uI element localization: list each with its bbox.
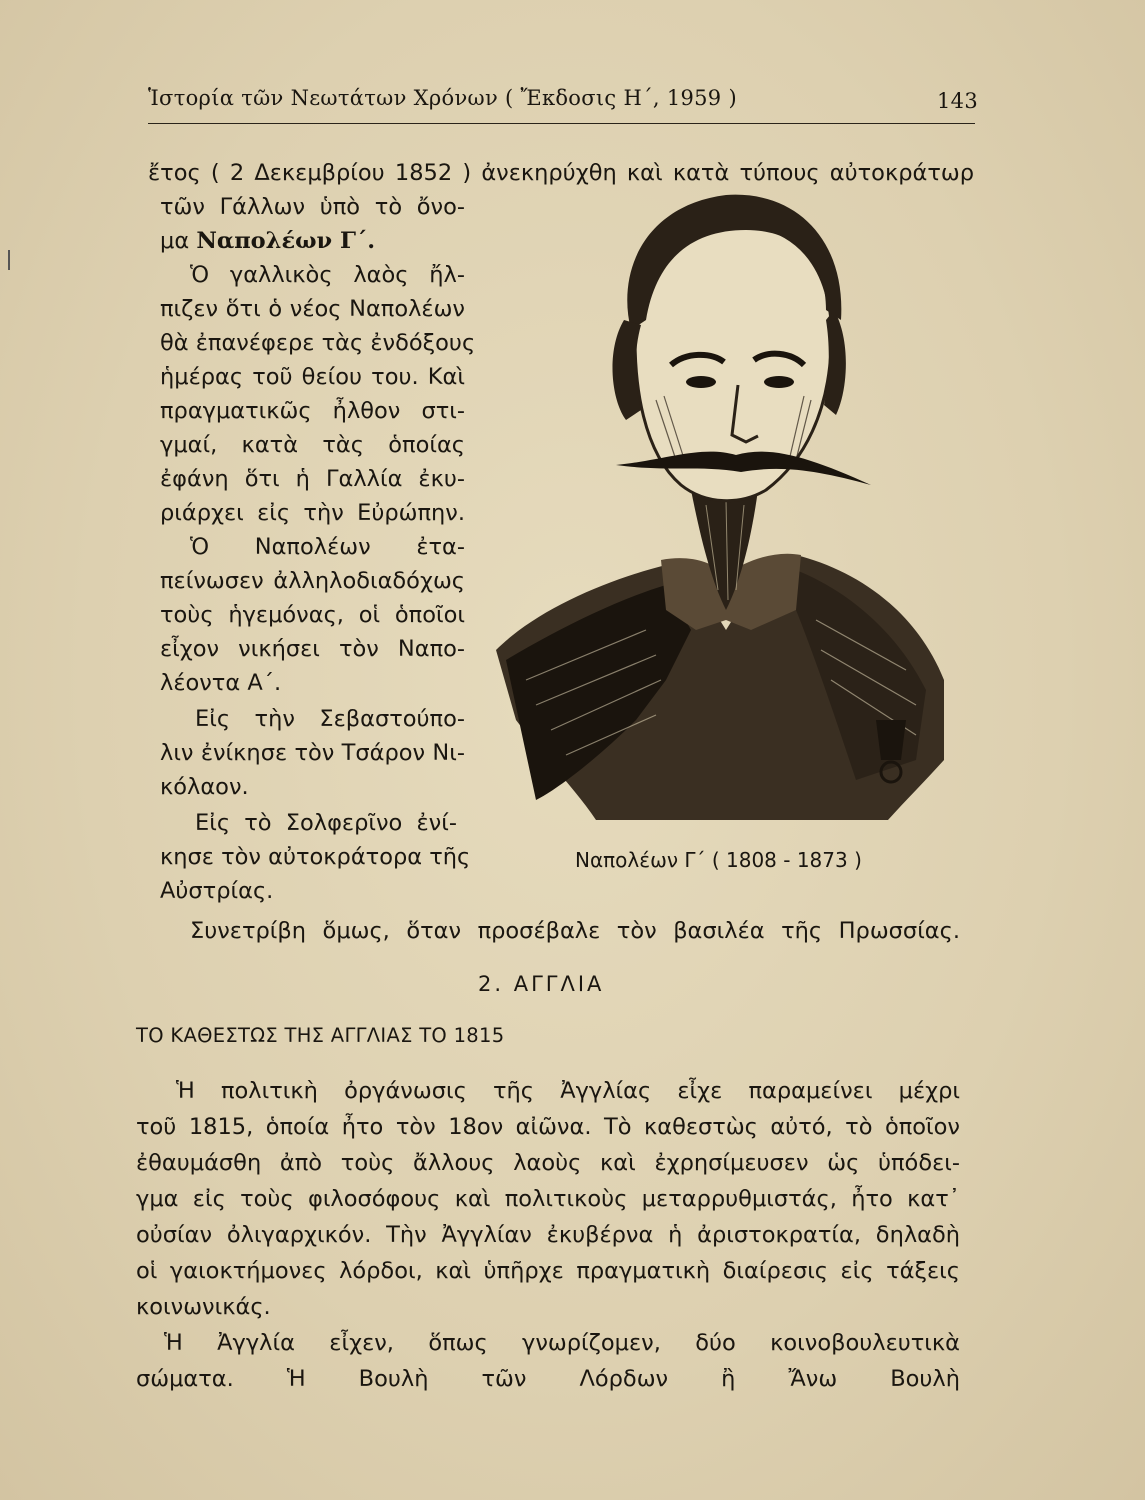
body-line — [160, 224, 375, 258]
paragraph-line: γμα εἰς τοὺς φιλοσόφους καὶ πολιτικοὺς μεταρρυθμιστάς, ἦτο κατ᾽ — [136, 1186, 960, 1212]
column-line: κόλαον. — [160, 774, 249, 800]
running-head — [148, 86, 978, 120]
column-line: Ὁ γαλλικὸς λαὸς ἤλ- — [190, 262, 465, 288]
column-line: Εἰς τὴν Σεβαστούπο- — [195, 706, 465, 732]
napoleon-iii-portrait — [496, 160, 946, 820]
body-line: τῶν Γάλλων ὑπὸ τὸ ὄνο- — [160, 194, 465, 220]
book-title: Ἱστορία τῶν Νεωτάτων Χρόνων ( Ἔκδοσις Η΄, 1959 ) — [148, 86, 737, 110]
body-line: ἔτος ( 2 Δεκεμβρίου 1852 ) ἀνεκηρύχθη καὶ κατὰ τύπους αὐτοκράτωρ — [148, 160, 974, 186]
body-line: Συνετρίβη ὅμως, ὅταν προσέβαλε τὸν βασιλέα τῆς Πρωσσίας. — [190, 918, 960, 944]
column-line: πείνωσεν ἀλληλοδιαδόχως — [160, 568, 465, 594]
column-line: κησε τὸν αὐτοκράτορα τῆς — [160, 844, 471, 870]
column-line: Αὐστρίας. — [160, 878, 274, 904]
paragraph-line: Ἡ πολιτικὴ ὀργάνωσις τῆς Ἀγγλίας εἶχε παραμείνει μέχρι — [176, 1078, 960, 1104]
column-line: ἐφάνη ὅτι ἡ Γαλλία ἐκυ- — [160, 466, 465, 492]
column-line: γμαί, κατὰ τὰς ὁποίας — [160, 432, 465, 458]
margin-mark — [8, 250, 10, 270]
column-line: ἡμέρας τοῦ θείου του. Καὶ — [160, 364, 465, 390]
column-line: Εἰς τὸ Σολφερῖνο ἐνί- — [195, 810, 457, 836]
emperor-name: Ναπολέων Γ΄. — [196, 228, 376, 254]
column-line: εἶχον νικήσει τὸν Ναπο- — [160, 636, 465, 662]
paragraph-line: κοινωνικάς. — [136, 1294, 271, 1320]
column-line: πιζεν ὅτι ὁ νέος Ναπολέων — [160, 296, 465, 322]
column-line: ριάρχει εἰς τὴν Εὐρώπην. — [160, 500, 465, 526]
header-rule — [148, 123, 975, 124]
column-line: τοὺς ἡγεμόνας, οἱ ὁποῖοι — [160, 602, 465, 628]
paragraph-line: Ἡ Ἀγγλία εἶχεν, ὅπως γνωρίζομεν, δύο κοινοβουλευτικὰ — [164, 1330, 960, 1356]
column-line: θὰ ἐπανέφερε τὰς ἐνδόξους — [160, 330, 476, 356]
section-heading: 2. ΑΓΓΛΙΑ — [478, 972, 605, 996]
paragraph-line: οὐσίαν ὀλιγαρχικόν. Τὴν Ἀγγλίαν ἐκυβέρνα ἡ ἀριστοκρατία, δηλαδὴ — [136, 1222, 960, 1248]
paragraph-line: σώματα. Ἡ Βουλὴ τῶν Λόρδων ἢ Ἄνω Βουλὴ — [136, 1366, 960, 1392]
column-line: λιν ἐνίκησε τὸν Τσάρον Νι- — [160, 740, 465, 766]
paragraph-line: ἐθαυμάσθη ἀπὸ τοὺς ἄλλους λαοὺς καὶ ἐχρησίμευσεν ὡς ὑπόδει- — [136, 1150, 960, 1176]
paragraph-line: οἱ γαιοκτήμονες λόρδοι, καὶ ὑπῆρχε πραγματικὴ διαίρεσις εἰς τάξεις — [136, 1258, 960, 1284]
subsection-heading: ΤΟ ΚΑΘΕΣΤΩΣ ΤΗΣ ΑΓΓΛΙΑΣ ΤΟ 1815 — [136, 1024, 505, 1047]
page-number: 143 — [937, 89, 978, 113]
column-line: πραγματικῶς ἦλθον στι- — [160, 398, 465, 424]
body-text: μα — [160, 228, 190, 254]
paragraph-line: τοῦ 1815, ὁποία ἦτο τὸν 18ον αἰῶνα. Τὸ καθεστὼς αὐτό, τὸ ὁποῖον — [136, 1114, 960, 1140]
column-line: λέοντα Α΄. — [160, 670, 282, 696]
portrait-caption: Ναπολέων Γ΄ ( 1808 - 1873 ) — [575, 848, 862, 872]
column-line: Ὁ Ναπολέων ἐτα- — [190, 534, 465, 560]
